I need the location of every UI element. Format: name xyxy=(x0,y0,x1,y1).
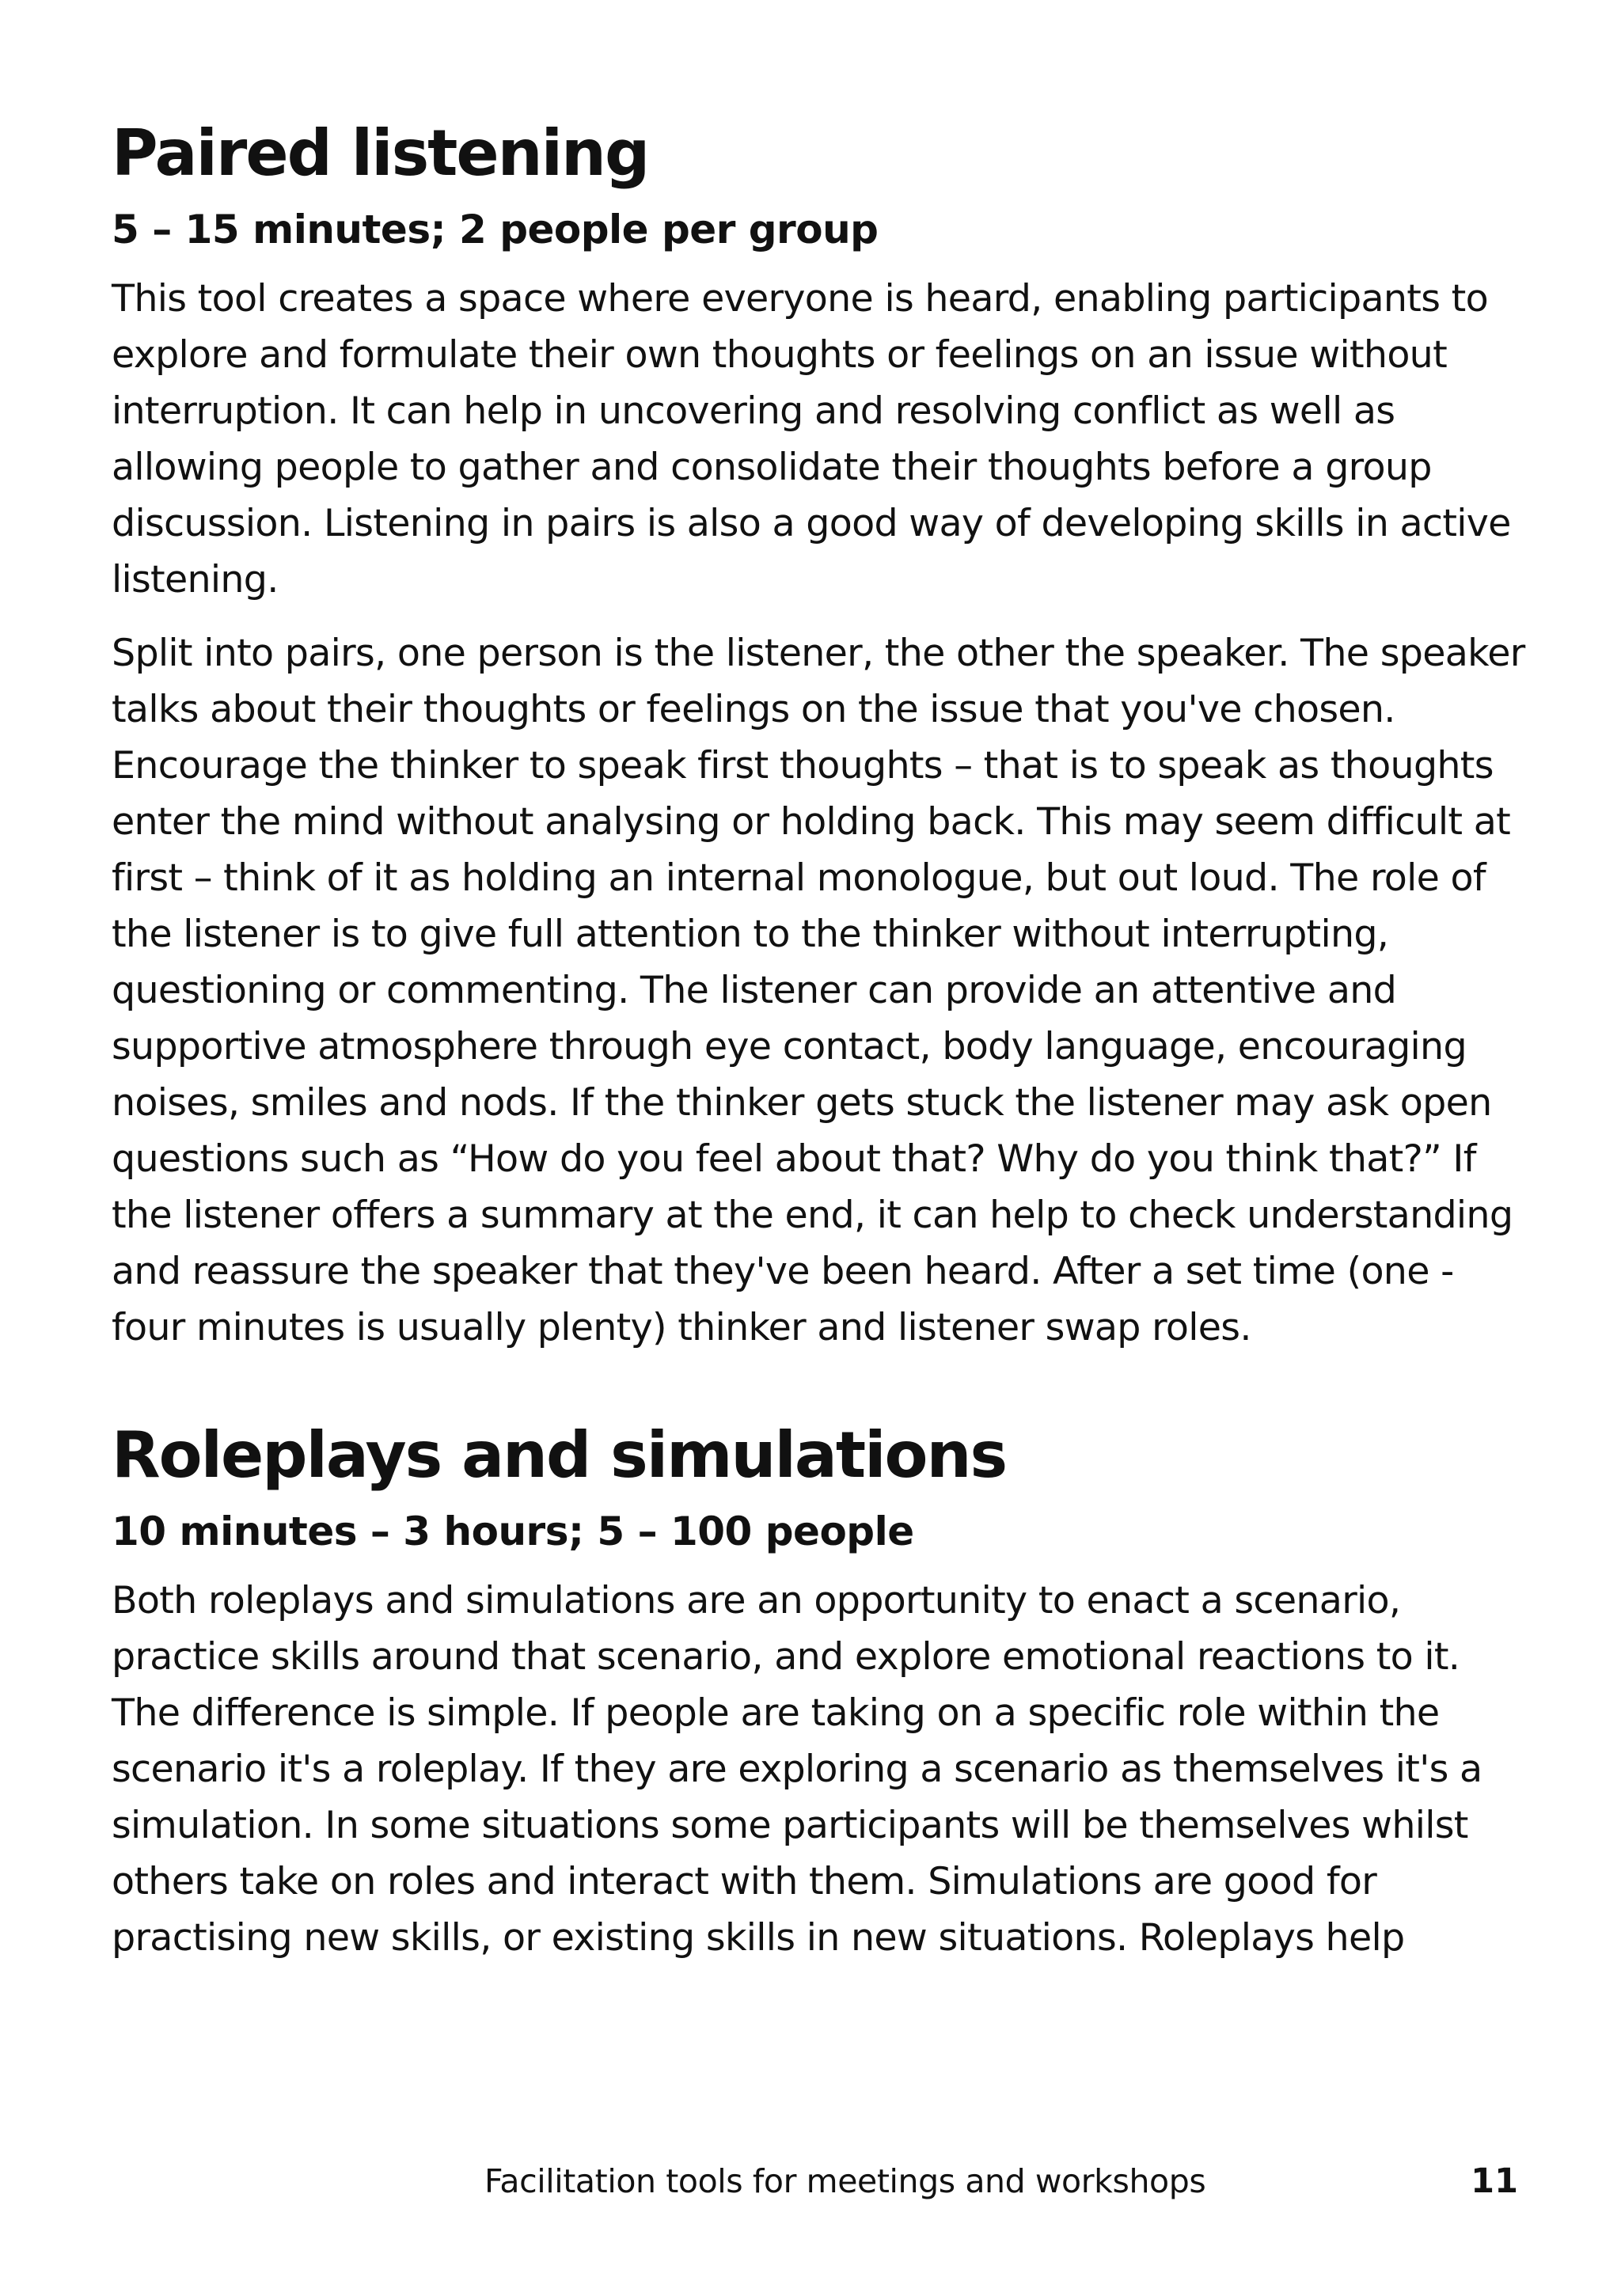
footer-document-title: Facilitation tools for meetings and workshops xyxy=(484,2162,1206,2200)
paragraph: This tool creates a space where everyone is heard, enabling participants to explore and formulate their own thoughts or feelings on an issue without interruption. It can help in uncovering and resolving conflict as well as allowing people to gather and consolidate their thoughts before a group discussion. Listening in pairs is also a good way of developing skills in active listening. xyxy=(112,277,1511,602)
page-content xyxy=(112,116,1528,1983)
section-paired-listening xyxy=(112,116,1528,1356)
page-footer xyxy=(0,2157,1621,2205)
section-duration-group-size: 10 minutes – 3 hours; 5 – 100 people xyxy=(112,1509,914,1554)
page-number: 11 xyxy=(1471,2161,1518,2201)
section-title: Paired listening xyxy=(112,116,649,190)
section-title: Roleplays and simulations xyxy=(112,1418,1007,1492)
section-duration-group-size: 5 – 15 minutes; 2 people per group xyxy=(112,207,879,252)
paragraph: Split into pairs, one person is the listener, the other the speaker. The speaker talks about their thoughts or feelings on the issue that you've chosen. Encourage the thinker to speak first thoughts – that is to speak as thoughts enter the mind without analysing or holding back. This may seem difficult at first – think of it as holding an internal monologue, but out loud. The role of the listener is to give full attention to the thinker without interrupting, questioning or commenting. The listener can provide an attentive and supportive atmosphere through eye contact, body language, encouraging noises, smiles and nods. If the thinker gets stuck the listener may ask open questions such as “How do you feel about that? Why do you think that?” If the listener offers a summary at the end, it can help to check understanding and reassure the speaker that they've been heard. After a set time (one - four minutes is usually plenty) thinker and listener swap roles. xyxy=(112,632,1525,1349)
section-spacer xyxy=(112,1373,1528,1421)
section-roleplays-simulations xyxy=(112,1418,1528,1966)
paragraph: Both roleplays and simulations are an opportunity to enact a scenario, practice skills around that scenario, and explore emotional reactions to it. The difference is simple. If people are taking on a specific role within the scenario it's a roleplay. If they are exploring a scenario as themselves it's a simulation. In some situations some participants will be themselves whilst others take on roles and interact with them. Simulations are good for practising new skills, or existing skills in new situations. Roleplays help xyxy=(112,1579,1482,1960)
